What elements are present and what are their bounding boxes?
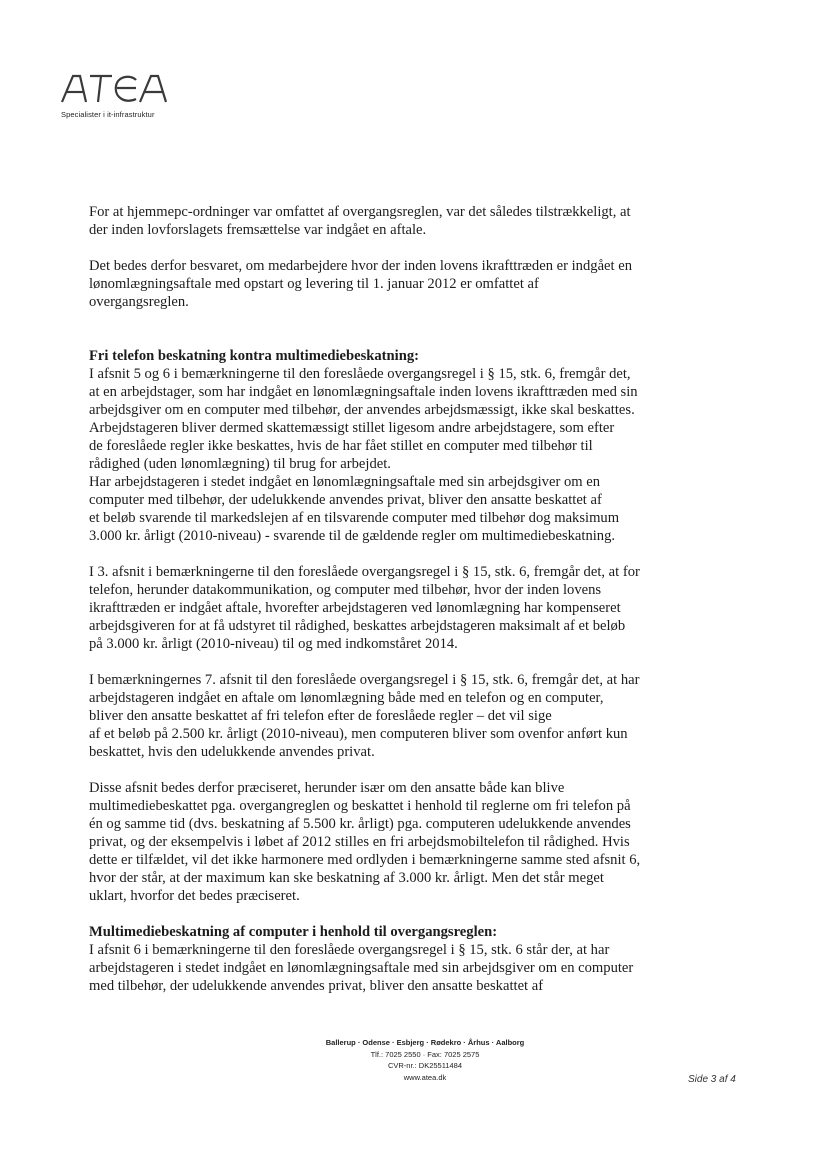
text-line: lønomlægningsaftale med opstart og levering til 1. januar 2012 er omfattet af [89, 276, 539, 292]
footer-website[interactable]: www.atea.dk [403, 1072, 447, 1082]
text-line: et beløb svarende til markedslejen af en tilsvarende computer med tilbehør dog maksimum [89, 510, 620, 526]
text-line: arbejdsgiver om en computer med tilbehør, der anvendes arbejdsmæssigt, ikke skal beskattes. [89, 402, 635, 418]
text-line: på 3.000 kr. årligt (2010-niveau) til og med indkomståret 2014. [89, 636, 458, 652]
text-line: 3.000 kr. årligt (2010-niveau) - svarende til de gældende regler om multimediebeskatning. [89, 528, 616, 544]
paragraph [89, 779, 729, 905]
paragraph [89, 257, 729, 311]
text-line: arbejdstageren i stedet indgået en lønomlægningsaftale med sin arbejdsgiver om en computer [89, 960, 634, 976]
text-line: Arbejdstageren bliver dermed skattemæssigt stillet ligesom andre arbejdstagere, som efter [89, 420, 615, 436]
text-line: ikrafttræden er indgået aftale, hvorefter arbejdstageren ved lønomlægning har kompenseret [89, 600, 621, 616]
paragraph [89, 671, 729, 761]
text-line: arbejdsgiveren for at få udstyret til rådighed, beskattes arbejdstageren maksimalt af et beløb [89, 618, 626, 634]
page-number: Side 3 af 4 [688, 1074, 736, 1085]
paragraph [89, 203, 729, 239]
text-line: I bemærkningernes 7. afsnit til den foreslåede overgangsregel i § 15, stk. 6, fremgår det, at har [89, 672, 640, 688]
paragraph [89, 923, 729, 995]
text-line: Har arbejdstageren i stedet indgået en lønomlægningsaftale med sin arbejdsgiver om en [89, 474, 601, 490]
text-line: der inden lovforslagets fremsættelse var indgået en aftale. [89, 222, 427, 238]
text-line: overgangsreglen. [89, 294, 189, 310]
text-line: I 3. afsnit i bemærkningerne til den foreslåede overgangsregel i § 15, stk. 6, fremgår det, at for [89, 564, 640, 580]
text-line: I afsnit 5 og 6 i bemærkningerne til den foreslåede overgangsregel i § 15, stk. 6, fremgår det, [89, 366, 631, 382]
footer-phone: Tlf.: 7025 2550 · Fax: 7025 2575 [370, 1049, 480, 1059]
paragraph [89, 563, 729, 653]
text-line: hvor der står, at der maximum kan ske beskatning af 3.000 kr. årligt. Men det står meget [89, 870, 604, 886]
logo-tagline: Specialister i it-infrastruktur [61, 110, 155, 119]
text-line: Disse afsnit bedes derfor præciseret, herunder især om den ansatte både kan blive [89, 780, 565, 796]
section-heading: Fri telefon beskatning kontra multimediebeskatning: [89, 348, 419, 364]
text-line: beskattet, hvis den udelukkende anvendes privat. [89, 744, 375, 760]
letter-body [89, 203, 729, 1013]
atea-logo-mark [60, 72, 172, 106]
text-line: computer med tilbehør, der udelukkende anvendes privat, bliver den ansatte beskattet af [89, 492, 602, 508]
footer-cities: Ballerup · Odense · Esbjerg · Rødekro · Århus · Aalborg [325, 1038, 525, 1047]
text-line: med tilbehør, der udelukkende anvendes privat, bliver den ansatte beskattet af [89, 978, 544, 994]
text-line: uklart, hvorfor det bedes præciseret. [89, 888, 300, 904]
text-line: én og samme tid (dvs. beskatning af 5.500 kr. årligt) pga. computeren udelukkende anvendes [89, 816, 631, 832]
text-line: privat, og der eksempelvis i løbet af 2012 stilles en fri arbejdsmobiltelefon til rådighed. Hvis [89, 834, 630, 850]
footer-cvr: CVR-nr.: DK25511484 [387, 1061, 463, 1070]
section-heading: Multimediebeskatning af computer i henhold til overgangsreglen: [89, 924, 498, 940]
text-line: de foreslåede regler ikke beskattes, hvis de har fået stillet en computer med tilbehør til [89, 438, 593, 454]
text-line: Det bedes derfor besvaret, om medarbejdere hvor der inden lovens ikrafttræden er indgået en [89, 258, 632, 274]
text-line: multimediebeskattet pga. overgangreglen og beskattet i henhold til reglerne om fri telefon på [89, 798, 631, 814]
paragraph [89, 347, 729, 545]
text-line: telefon, herunder datakommunikation, og computer med tilbehør, hvor der inden lovens [89, 582, 602, 598]
text-line: at en arbejdstager, som har indgået en lønomlægningsaftale inden lovens ikrafttræden med sin [89, 384, 638, 400]
text-line: af et beløb på 2.500 kr. årligt (2010-niveau), men computeren bliver som ovenfor anført kun [89, 726, 628, 742]
text-line: For at hjemmepc-ordninger var omfattet af overgangsreglen, var det således tilstrækkeligt, at [89, 204, 631, 220]
text-line: dette er tilfældet, vil det ikke harmonere med ordlyden i bemærkningerne samme sted afsnit 6, [89, 852, 641, 868]
text-line: I afsnit 6 i bemærkningerne til den foreslåede overgangsregel i § 15, stk. 6 står der, at har [89, 942, 610, 958]
text-line: arbejdstageren indgået en aftale om lønomlægning både med en telefon og en computer, [89, 690, 604, 706]
text-line: bliver den ansatte beskattet af fri telefon efter de foreslåede regler – det vil sige [89, 708, 552, 724]
page-footer [250, 1037, 600, 1083]
atea-logo [60, 72, 172, 106]
text-line: rådighed (uden lønomlægning) til brug for arbejdet. [89, 456, 391, 472]
